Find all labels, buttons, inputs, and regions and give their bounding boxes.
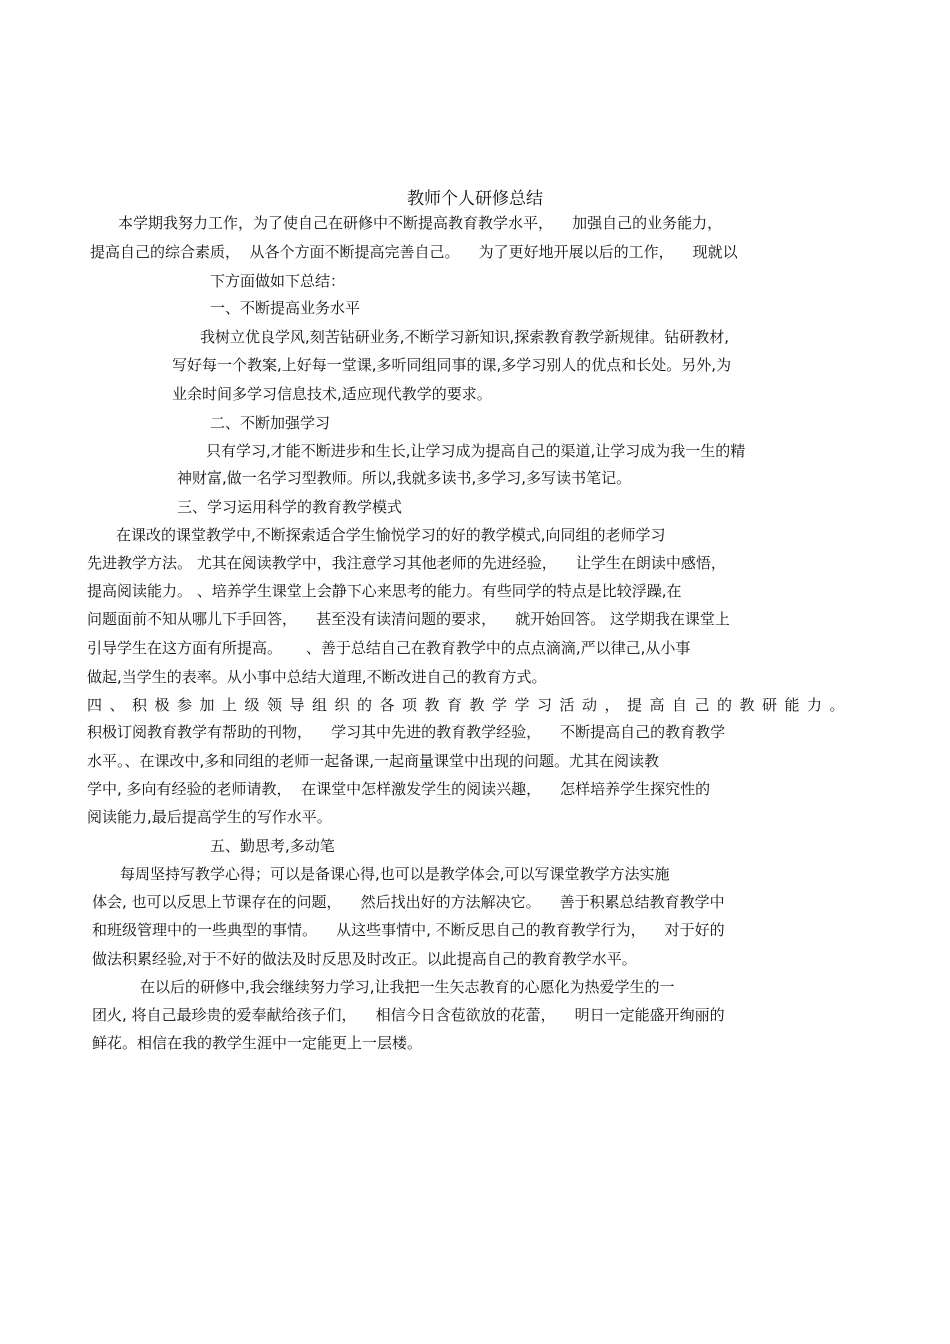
text-line: 提高自己的综合素质， 从各个方面不断提高完善自己。 为了更好地开展以后的工作， 现就以	[90, 243, 738, 261]
text-line: 团火, 将自己最珍贵的爱奉献给孩子们， 相信今日含苞欲放的花蕾， 明日一定能盛开绚丽的	[92, 1006, 725, 1024]
text-line: 做法积累经验,对于不好的做法及时反思及时改正。以此提高自己的教育教学水平。	[92, 950, 637, 968]
section-heading: 三、学习运用科学的教育教学模式	[177, 498, 403, 516]
text-line: 业余时间多学习信息技术,适应现代教学的要求。	[172, 385, 492, 403]
text-line: 先进教学方法。 尤其在阅读教学中，我注意学习其他老师的先进经验， 让学生在朗读中感悟，	[87, 554, 726, 572]
section-heading: 二、不断加强学习	[210, 414, 331, 432]
text-line: 问题面前不知从哪儿下手回答， 甚至没有读清问题的要求， 就开始回答。 这学期我在课堂上	[87, 610, 730, 628]
text-line: 我树立优良学风,刻苦钻研业务,不断学习新知识,探索教育教学新规律。钻研教材,	[200, 328, 730, 346]
text-line: 和班级管理中的一些典型的事情。 从这些事情中, 不断反思自己的教育教学行为， 对于好的	[92, 921, 725, 939]
text-line: 下方面做如下总结：	[210, 272, 346, 290]
section-heading: 一、不断提高业务水平	[210, 299, 361, 317]
text-line: 本学期我努力工作，为了使自己在研修中不断提高教育教学水平， 加强自己的业务能力，	[118, 214, 723, 232]
text-line: 写好每一个教案,上好每一堂课,多听同组同事的课,多学习别人的优点和长处。另外,为	[172, 356, 732, 374]
text-line: 在以后的研修中,我会继续努力学习,让我把一生矢志教育的心愿化为热爱学生的一	[140, 978, 675, 996]
text-line: 体会, 也可以反思上节课存在的问题， 然后找出好的方法解决它。 善于积累总结教育教学中	[92, 893, 725, 911]
text-line: 学中, 多向有经验的老师请教， 在课堂中怎样激发学生的阅读兴趣， 怎样培养学生探究性的	[87, 780, 711, 798]
text-line: 水平。、在课改中,多和同组的老师一起备课,一起商量课堂中出现的问题。尤其在阅读教	[87, 752, 660, 770]
text-line: 只有学习,才能不断进步和生长,让学习成为提高自己的渠道,让学习成为我一生的精	[206, 442, 746, 460]
section-heading: 四、积极参加上级领导组织的各项教育教学学习活动，提高自己的教研能力。	[87, 696, 853, 714]
text-line: 阅读能力,最后提高学生的写作水平。	[87, 808, 332, 826]
text-line: 提高阅读能力。 、培养学生课堂上会静下心来思考的能力。有些同学的特点是比较浮躁,在	[87, 582, 682, 600]
text-line: 鲜花。相信在我的教学生涯中一定能更上一层楼。	[92, 1034, 423, 1052]
section-heading: 五、勤思考,多动笔	[210, 837, 335, 855]
text-line: 引导学生在这方面有所提高。 、善于总结自己在教育教学中的点点滴滴,严以律己,从小事	[87, 639, 691, 657]
document-title: 教师个人研修总结	[407, 189, 543, 209]
text-line: 做起,当学生的表率。从小事中总结大道理,不断改进自己的教育方式。	[87, 668, 547, 686]
text-line: 在课改的课堂教学中,不断探索适合学生愉悦学习的好的教学模式,向同组的老师学习	[116, 526, 666, 544]
text-line: 每周坚持写教学心得；可以是备课心得,也可以是教学体会,可以写课堂教学方法实施	[120, 865, 670, 883]
text-line: 神财富,做一名学习型教师。所以,我就多读书,多学习,多写读书笔记。	[177, 469, 632, 487]
text-line: 积极订阅教育教学有帮助的刊物， 学习其中先进的教育教学经验， 不断提高自己的教育教学	[87, 723, 726, 741]
